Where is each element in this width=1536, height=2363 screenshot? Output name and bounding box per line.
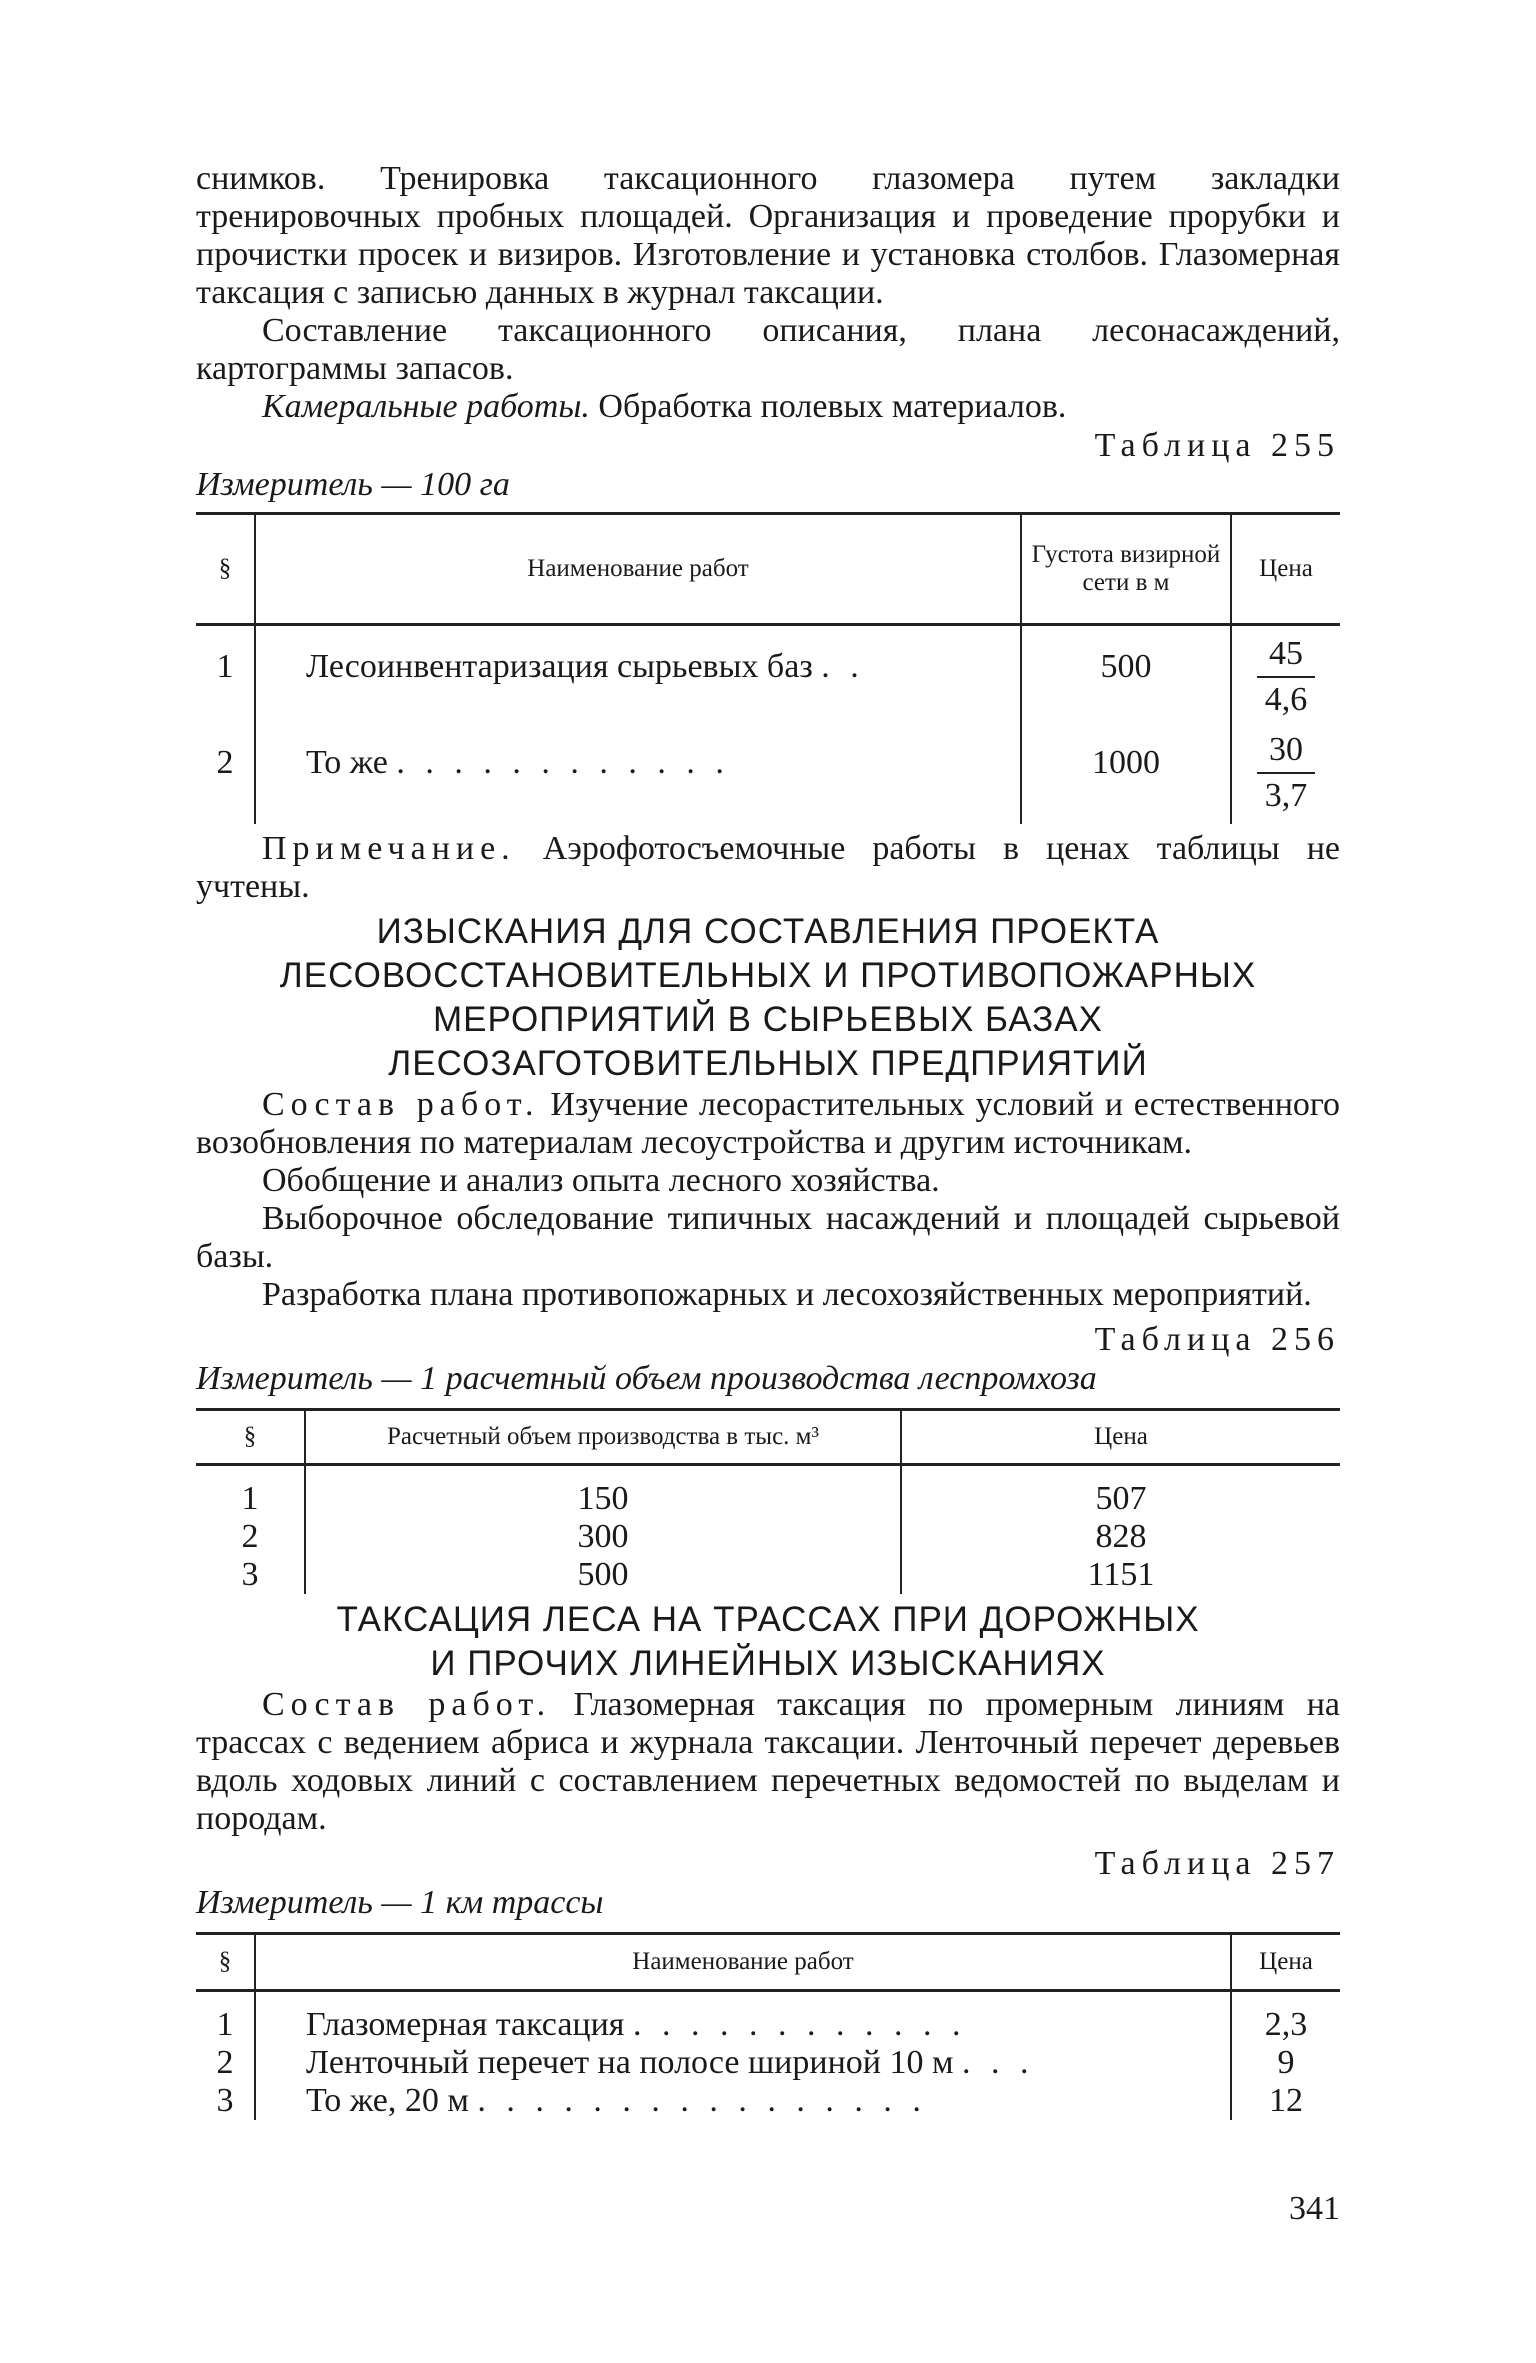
- table-256-header-volume: Расчетный объем производства в тыс. м³: [305, 1410, 901, 1465]
- section-2-composition: Состав работ. Глазомерная таксация по промерным линиям на трассах с ведением абриса и журнала таксации. Ленточный перечет деревьев вдоль ходовых линий с составлением перечетных ведомостей по выделам и породам.: [196, 1686, 1340, 1837]
- table-256-header-section: §: [196, 1410, 305, 1465]
- section-1-paragraph: Разработка плана противопожарных и лесохозяйственных мероприятий.: [262, 1276, 1312, 1313]
- table-255-note: Примечание. Аэрофотосъемочные работы в ценах таблицы не учтены.: [196, 830, 1340, 905]
- table-row: 1 Глазомерная таксация . . . . . . . . . . . . 2,3: [196, 1991, 1340, 2045]
- table-256-measure: Измеритель — 1 расчетный объем производства леспромхоза: [196, 1360, 1097, 1397]
- intro-paragraph-2: Составление таксационного описания, плана лесонасаждений, картограммы запасов.: [196, 312, 1340, 387]
- table-257-header-price: Цена: [1231, 1934, 1340, 1991]
- table-row: 2 То же . . . . . . . . . . . . 1000 $\frac{30}{3,7}$: [196, 722, 1340, 824]
- table-255-caption: Таблица 255: [1094, 427, 1340, 464]
- table-row: 3 500 1151: [196, 1556, 1340, 1594]
- row-name: То же: [306, 744, 388, 781]
- price-fraction: $\frac{30}{3,7}$: [1257, 728, 1316, 818]
- row-name: Глазомерная таксация: [306, 2006, 625, 2043]
- page-content: [196, 160, 1340, 2120]
- camera-works-label: Камеральные работы.: [262, 388, 590, 425]
- table-255-header-name: Наименование работ: [255, 514, 1021, 625]
- table-row: 1 Лесоинвентаризация сырьевых баз . . 500 $\frac{45}{4,6}$: [196, 625, 1340, 723]
- table-row: 3 То же, 20 м . . . . . . . . . . . . . . . . 12: [196, 2082, 1340, 2120]
- section-1-composition: Состав работ. Изучение лесорастительных условий и естественного возобновления по материалам лесоустройства и другим источникам.: [196, 1086, 1340, 1161]
- table-row: 2 300 828: [196, 1518, 1340, 1556]
- table-255-header-section: §: [196, 514, 255, 625]
- intro-paragraph-1: снимков. Тренировка таксационного глазомера путем закладки тренировочных пробных площадей. Организация и проведение прорубки и прочистки просек и визиров. Изготовление и установка столбов. Глазомерная таксация с записью данных в журнал таксации.: [196, 160, 1340, 311]
- table-256: [196, 1408, 1340, 1594]
- section-2-title: ТАКСАЦИЯ ЛЕСА НА ТРАССАХ ПРИ ДОРОЖНЫХ И ПРОЧИХ ЛИНЕЙНЫХ ИЗЫСКАНИЯХ: [336, 1600, 1200, 1683]
- table-255-header-price: Цена: [1231, 514, 1340, 625]
- table-row: 1 150 507: [196, 1465, 1340, 1519]
- page-number: 341: [1289, 2190, 1340, 2227]
- price-fraction: $\frac{45}{4,6}$: [1257, 632, 1316, 722]
- camera-works-text: Обработка полевых материалов.: [589, 388, 1067, 425]
- row-name: Ленточный перечет на полосе шириной 10 м: [306, 2044, 954, 2081]
- table-255-measure: Измеритель — 100 га: [196, 466, 510, 503]
- table-255: [196, 512, 1340, 824]
- row-name: То же, 20 м: [306, 2082, 469, 2119]
- section-1-title: ИЗЫСКАНИЯ ДЛЯ СОСТАВЛЕНИЯ ПРОЕКТА ЛЕСОВОССТАНОВИТЕЛЬНЫХ И ПРОТИВОПОЖАРНЫХ МЕРОПРИЯТИЙ В СЫРЬЕВЫХ БАЗАХ ЛЕСОЗАГОТОВИТЕЛЬНЫХ ПРЕДПРИЯТИЙ: [279, 912, 1257, 1083]
- table-257-measure: Измеритель — 1 км трассы: [196, 1884, 604, 1921]
- table-257-caption: Таблица 257: [1094, 1845, 1340, 1882]
- table-257-header-name: Наименование работ: [255, 1934, 1231, 1991]
- table-row: 2 Ленточный перечет на полосе шириной 10 м . . . 9: [196, 2044, 1340, 2082]
- table-255-header-density: Густота визирной сети в м: [1021, 514, 1231, 625]
- table-257: [196, 1932, 1340, 2120]
- camera-works-paragraph: [196, 388, 1340, 426]
- table-256-caption: Таблица 256: [1094, 1321, 1340, 1358]
- row-name: Лесоинвентаризация сырьевых баз: [306, 648, 813, 685]
- table-257-header-section: §: [196, 1934, 255, 1991]
- table-256-header-price: Цена: [901, 1410, 1340, 1465]
- section-1-paragraph: Обобщение и анализ опыта лесного хозяйства.: [262, 1162, 940, 1199]
- section-1-paragraph: Выборочное обследование типичных насаждений и площадей сырьевой базы.: [196, 1200, 1340, 1275]
